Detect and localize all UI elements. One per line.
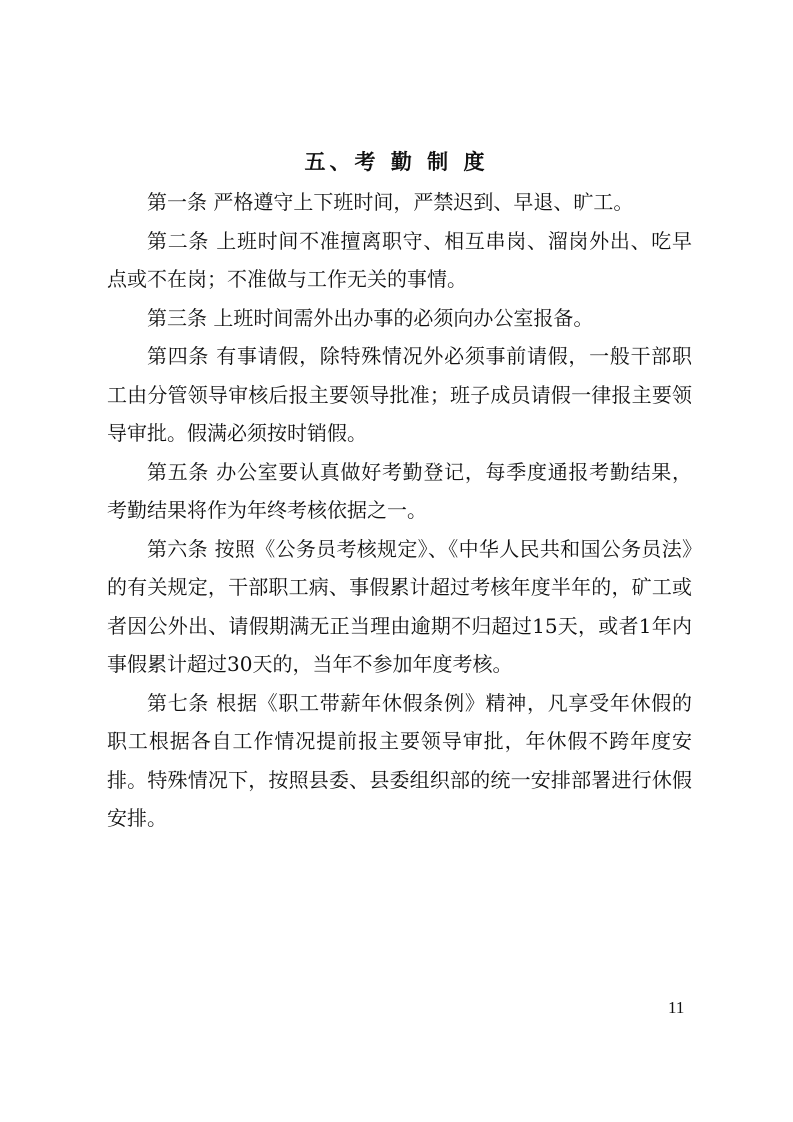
article-5: 第五条 办公室要认真做好考勤登记，每季度通报考勤结果，考勤结果将作为年终考核依据之一。 — [107, 459, 692, 522]
article-1: 第一条 严格遵守上下班时间，严禁迟到、早退、旷工。 — [147, 190, 634, 214]
document-body — [107, 183, 692, 838]
article-4: 第四条 有事请假，除特殊情况外必须事前请假，一般干部职工由分管领导审核后报主要领导批准；班子成员请假一律报主要领导审批。假满必须按时销假。 — [107, 344, 692, 445]
article-2: 第二条 上班时间不准擅离职守、相互串岗、溜岗外出、吃早点或不在岗；不准做与工作无关的事情。 — [107, 228, 692, 291]
page-number: 11 — [668, 998, 685, 1017]
article-7: 第七条 根据《职工带薪年休假条例》精神，凡享受年休假的职工根据各自工作情况提前报主要领导审批，年休假不跨年度安排。特殊情况下，按照县委、县委组织部的统一安排部署进行休假安排。 — [107, 690, 692, 830]
section-title: 五、考 勤 制 度 — [304, 150, 489, 174]
article-3: 第三条 上班时间需外出办事的必须向办公室报备。 — [147, 305, 594, 330]
article-6: 第六条 按照《公务员考核规定》、《中华人民共和国公务员法》的有关规定，干部职工病、事假累计超过考核年度半年的，矿工或者因公外出、请假期满无正当理由逾期不归超过15天，或者1年内事假累计超过30天的，当年不参加年度考核。 — [107, 536, 692, 676]
